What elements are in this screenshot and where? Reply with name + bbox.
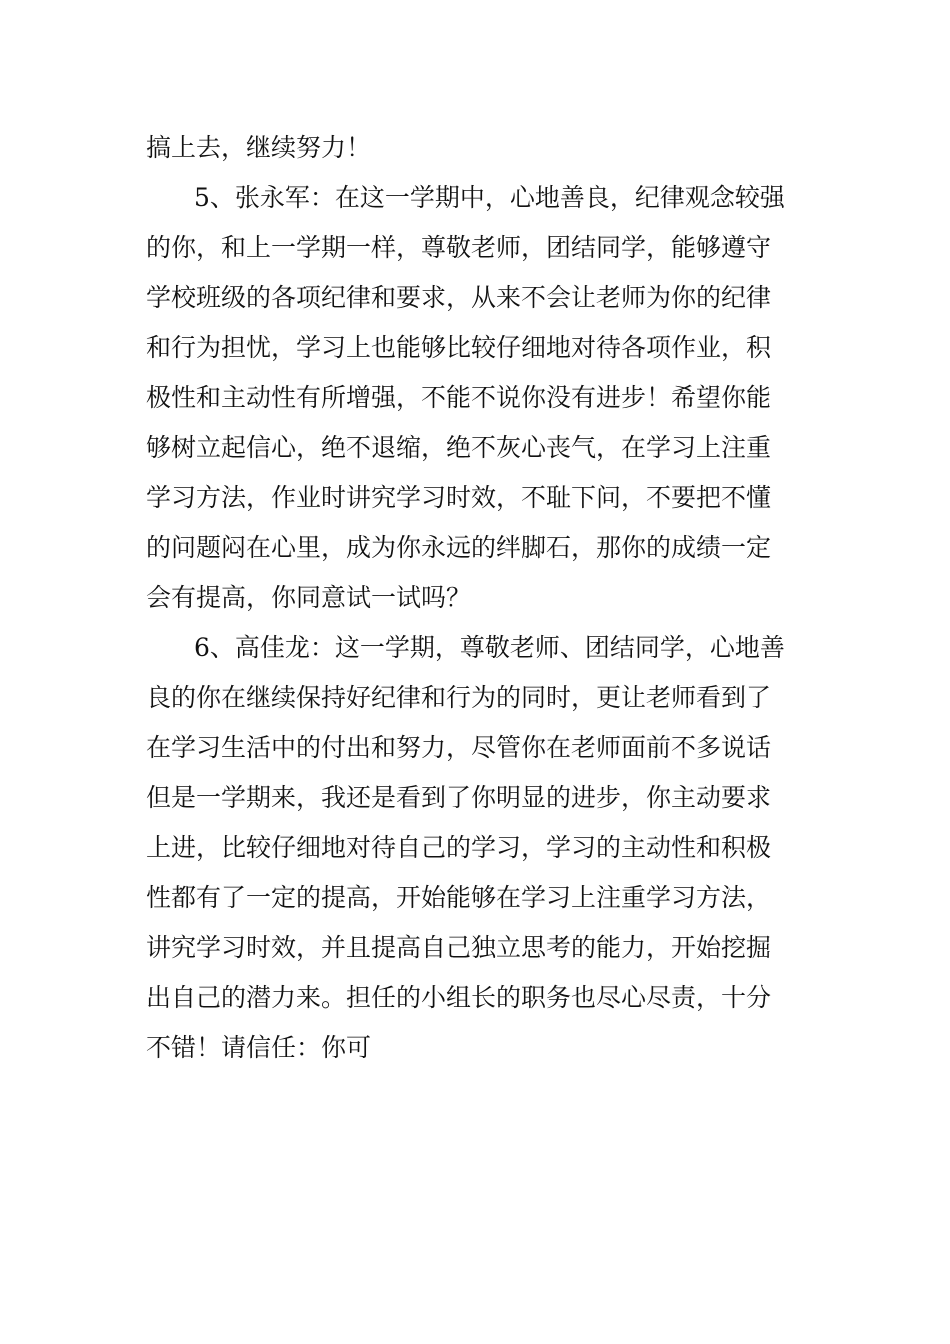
text-line: 和行为担忧，学习上也能够比较仔细地对待各项作业，积 — [146, 333, 772, 362]
text-line: 极性和主动性有所增强，不能不说你没有进步！希望你能 — [146, 383, 772, 412]
text-line: 搞上去，继续努力！ — [146, 133, 372, 162]
paragraph-start-line: 5、张永军：在这一学期中，心地善良，纪律观念较强 — [194, 183, 785, 212]
text-line: 良的你在继续保持好纪律和行为的同时，更让老师看到了 — [146, 683, 772, 712]
text-line: 性都有了一定的提高，开始能够在学习上注重学习方法， — [146, 883, 772, 912]
text-line: 够树立起信心，绝不退缩，绝不灰心丧气，在学习上注重 — [146, 433, 772, 462]
text-line: 出自己的潜力来。担任的小组长的职务也尽心尽责，十分 — [146, 983, 772, 1012]
text-line: 会有提高，你同意试一试吗？ — [146, 583, 472, 612]
text-line: 不错！请信任：你可 — [146, 1033, 372, 1062]
document-body — [146, 123, 826, 1073]
text-line: 讲究学习时效，并且提高自己独立思考的能力，开始挖掘 — [146, 933, 772, 962]
paragraph-start-line: 6、高佳龙：这一学期，尊敬老师、团结同学，心地善 — [194, 633, 785, 662]
text-line: 学习方法，作业时讲究学习时效，不耻下问，不要把不懂 — [146, 483, 772, 512]
text-line: 学校班级的各项纪律和要求，从来不会让老师为你的纪律 — [146, 283, 772, 312]
text-line: 的问题闷在心里，成为你永远的绊脚石，那你的成绩一定 — [146, 533, 772, 562]
text-line: 在学习生活中的付出和努力，尽管你在老师面前不多说话 — [146, 733, 772, 762]
text-line: 的你，和上一学期一样，尊敬老师，团结同学，能够遵守 — [146, 233, 772, 262]
text-line: 上进，比较仔细地对待自己的学习，学习的主动性和积极 — [146, 833, 772, 862]
text-line: 但是一学期来，我还是看到了你明显的进步，你主动要求 — [146, 783, 772, 812]
